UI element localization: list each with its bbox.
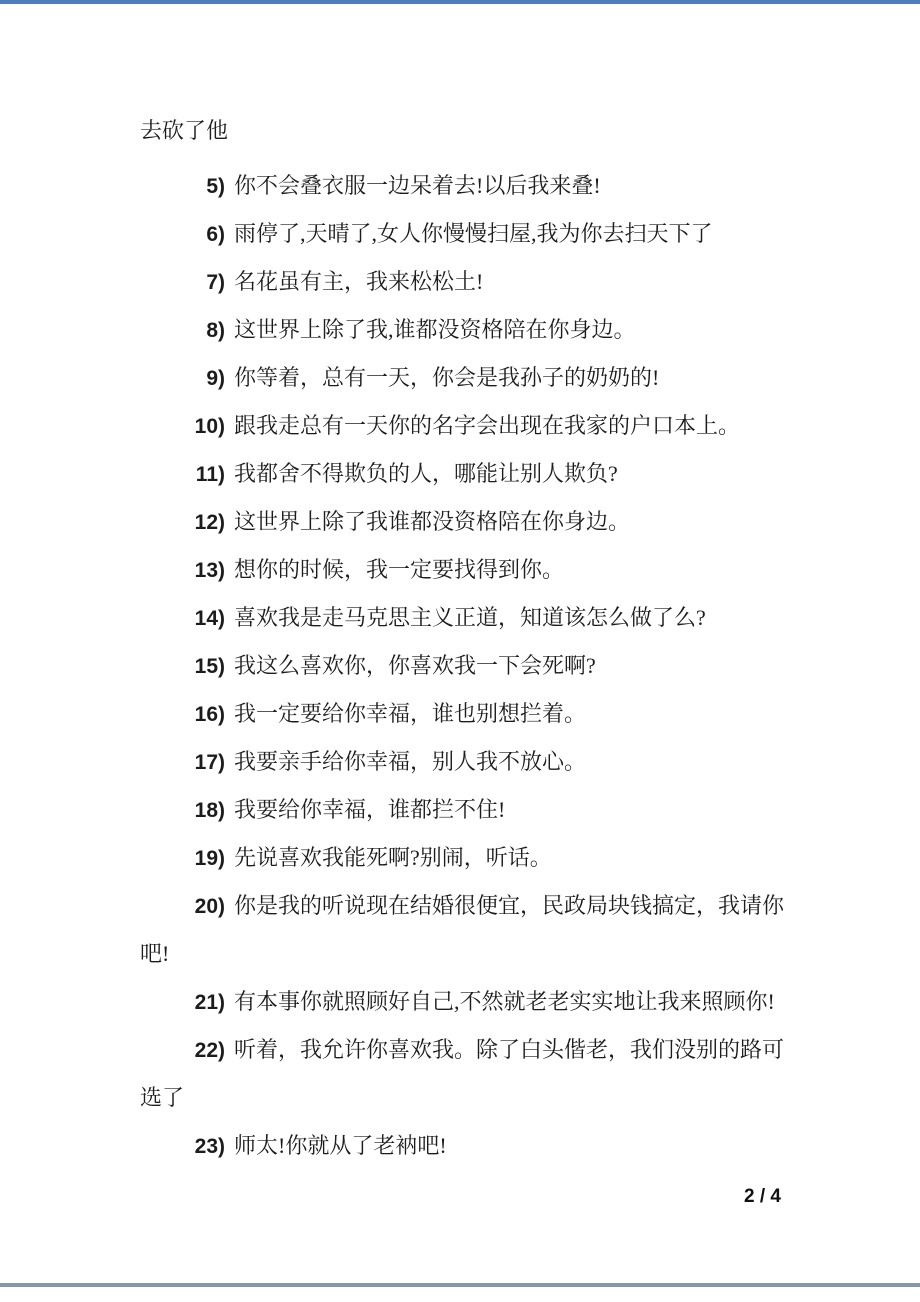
continuation-line (140, 941, 169, 967)
list-item-text: 我这么喜欢你，你喜欢我一下会死啊? (234, 653, 596, 678)
list-item (140, 989, 775, 1016)
continuation-line (140, 1085, 184, 1111)
list-item-number: 22) (194, 1039, 225, 1062)
list-item-text: 我一定要给你幸福，谁也别想拦着。 (234, 701, 587, 726)
list-item-text: 这世界上除了我谁都没资格陪在你身边。 (234, 509, 631, 534)
list-item-text: 跟我走总有一天你的名字会出现在我家的户口本上。 (234, 413, 741, 438)
list-item-number: 11) (195, 463, 225, 486)
continuation-text: 吧! (140, 941, 170, 966)
list-item (140, 461, 618, 488)
list-item-number: 21) (194, 991, 225, 1014)
list-item-number: 8) (206, 319, 225, 342)
list-item (140, 653, 596, 680)
list-item (140, 221, 713, 248)
list-item-number: 19) (194, 847, 225, 870)
list-item-text: 名花虽有主，我来松松土! (234, 269, 484, 294)
bottom-rule (0, 1283, 920, 1287)
list-item (140, 797, 505, 824)
list-item-number: 18) (194, 799, 225, 822)
list-item-number: 15) (194, 655, 225, 678)
list-item (140, 845, 552, 872)
list-item-text: 师太!你就从了老衲吧! (234, 1133, 447, 1158)
list-item (140, 317, 636, 344)
top-rule (0, 0, 920, 4)
list-item-number: 13) (194, 559, 225, 582)
list-item (140, 749, 586, 776)
list-item-text: 喜欢我是走马克思主义正道，知道该怎么做了么? (234, 605, 706, 630)
list-item-text: 先说喜欢我能死啊?别闹，听话。 (234, 845, 552, 870)
list-item-number: 12) (194, 511, 225, 534)
list-item-number: 23) (194, 1135, 225, 1158)
list-item-number: 6) (206, 223, 225, 246)
list-item (140, 1133, 447, 1160)
list-item (140, 269, 483, 296)
page-number: 2 / 4 (744, 1186, 781, 1207)
list-item-number: 17) (194, 751, 225, 774)
list-item-number: 14) (194, 607, 225, 630)
list-item-text: 想你的时候，我一定要找得到你。 (234, 557, 565, 582)
list-item-text: 你是我的听说现在结婚很便宜，民政局块钱搞定，我请你 (234, 893, 785, 918)
list-item (140, 365, 659, 392)
list-item (140, 509, 630, 536)
list-item-text: 听着，我允许你喜欢我。除了白头偕老，我们没别的路可 (234, 1037, 785, 1062)
list-item-number: 16) (194, 703, 225, 726)
continuation-text: 去砍了他 (140, 118, 229, 143)
list-item-text: 雨停了,天晴了,女人你慢慢扫屋,我为你去扫天下了 (234, 221, 713, 246)
continuation-line (140, 118, 228, 144)
list-item (140, 1037, 784, 1064)
list-item-number: 20) (194, 895, 225, 918)
list-item-text: 我要亲手给你幸福，别人我不放心。 (234, 749, 587, 774)
list-item (140, 413, 740, 440)
list-item (140, 893, 784, 920)
list-item (140, 173, 601, 200)
list-item-text: 有本事你就照顾好自己,不然就老老实实地让我来照顾你! (234, 989, 775, 1014)
list-item-number: 7) (206, 271, 225, 294)
continuation-text: 选了 (140, 1085, 185, 1110)
list-item-number: 9) (206, 367, 225, 390)
list-item-number: 5) (206, 175, 225, 198)
list-item (140, 557, 564, 584)
list-item (140, 605, 706, 632)
list-item-text: 你不会叠衣服一边呆着去!以后我来叠! (234, 173, 601, 198)
list-item-text: 我都舍不得欺负的人，哪能让别人欺负? (234, 461, 618, 486)
list-item-text: 这世界上除了我,谁都没资格陪在你身边。 (234, 317, 636, 342)
list-item (140, 701, 586, 728)
list-item-number: 10) (194, 415, 225, 438)
list-item-text: 你等着，总有一天，你会是我孙子的奶奶的! (234, 365, 660, 390)
list-item-text: 我要给你幸福，谁都拦不住! (234, 797, 506, 822)
